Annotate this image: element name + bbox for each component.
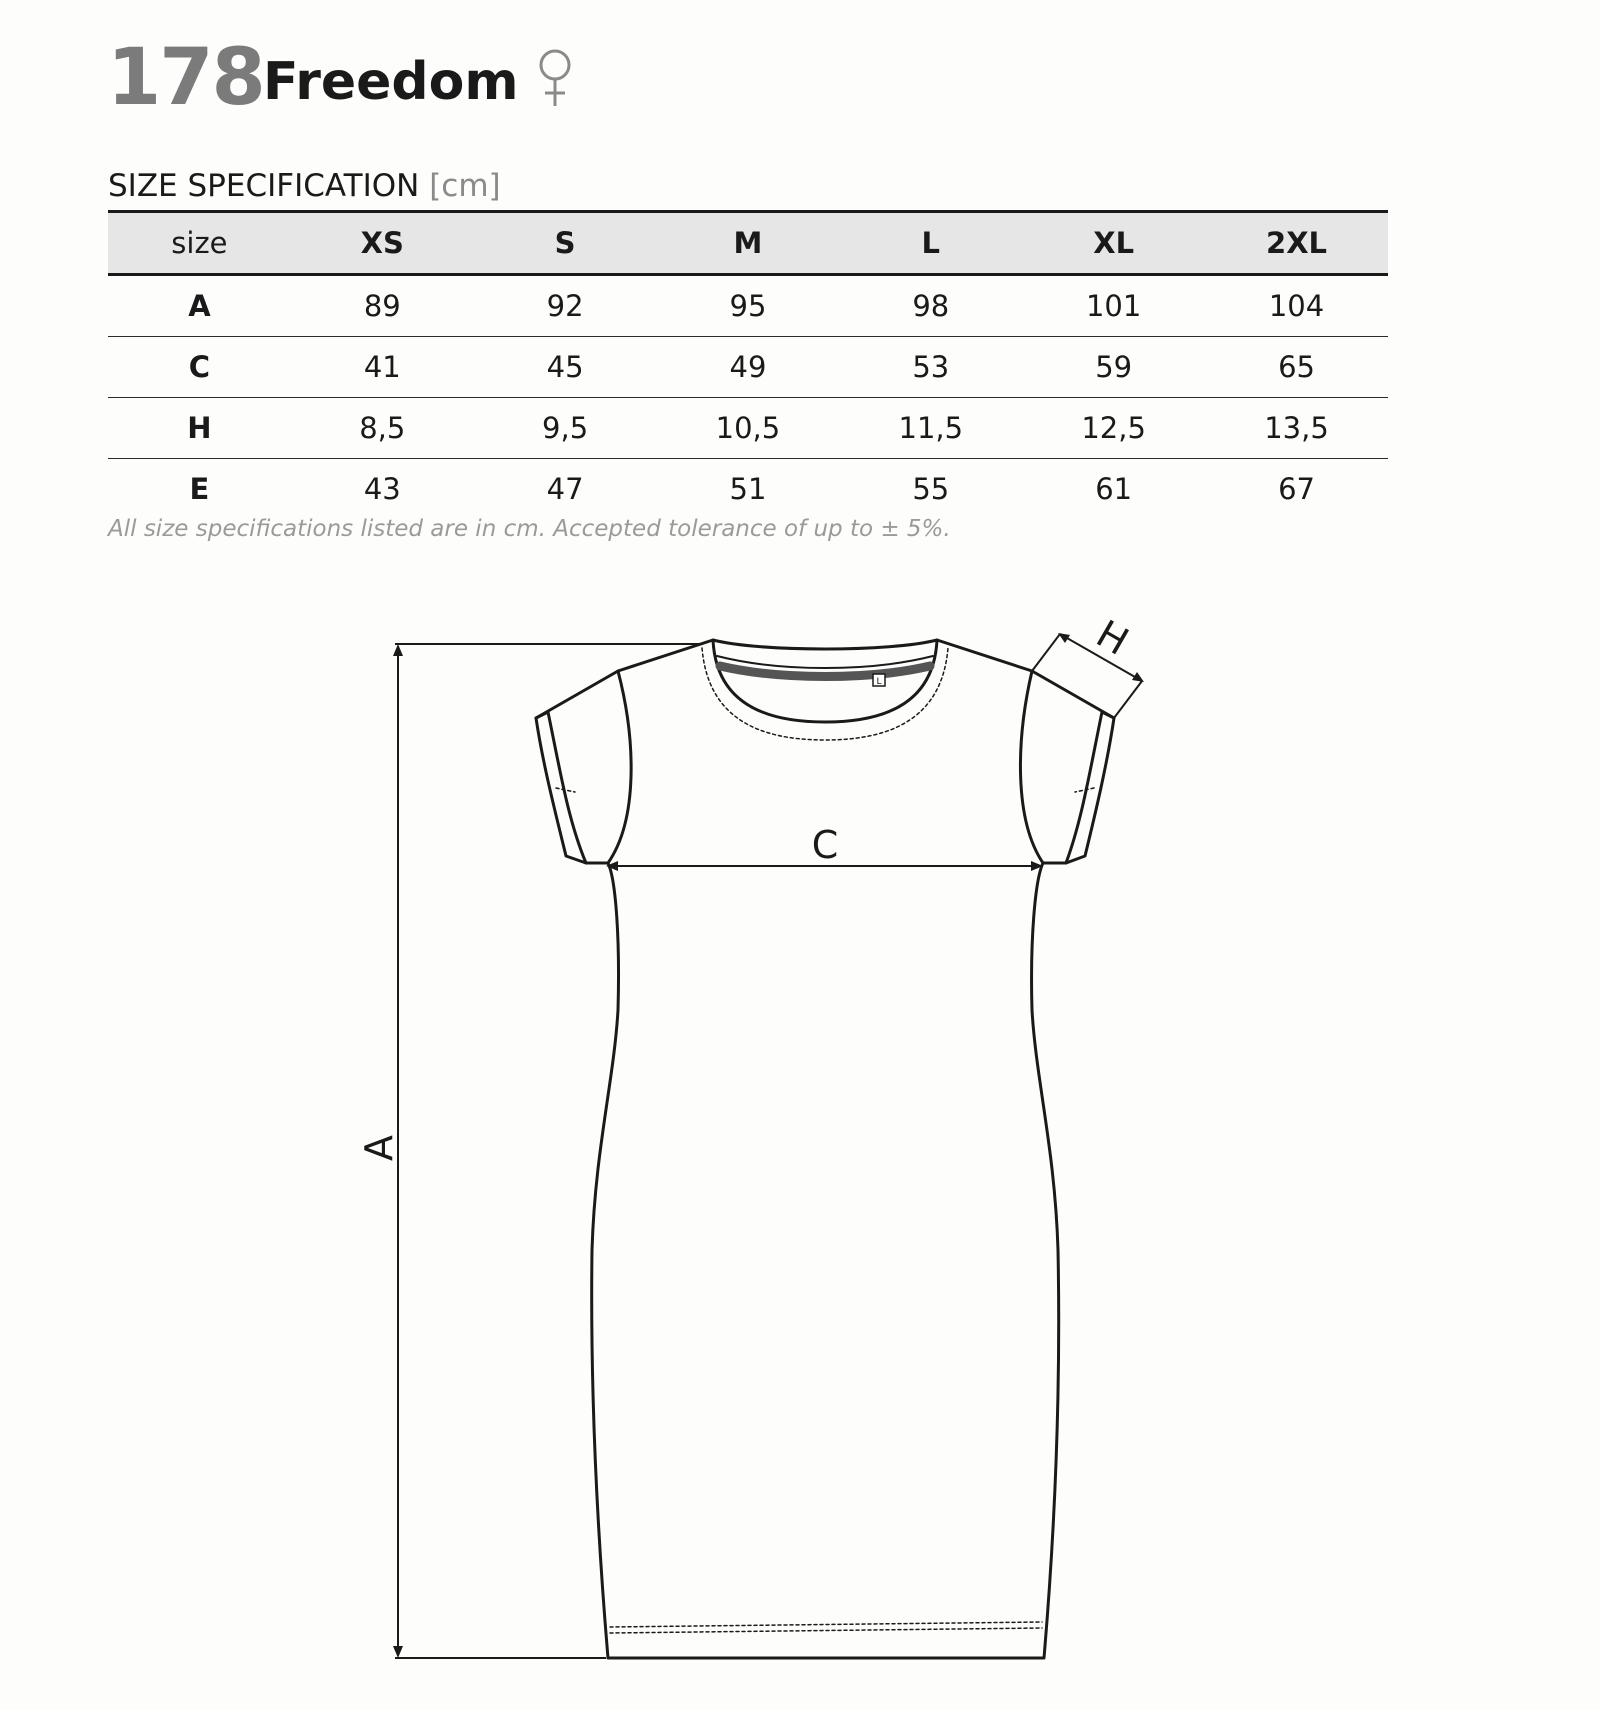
model-name: Freedom bbox=[263, 52, 519, 112]
table-cell: 9,5 bbox=[474, 398, 657, 459]
dimension-h bbox=[1032, 633, 1144, 718]
dimension-c-label: C bbox=[811, 823, 839, 867]
table-cell: 95 bbox=[657, 275, 840, 337]
row-label: E bbox=[189, 472, 210, 506]
spec-title-text: SIZE SPECIFICATION bbox=[108, 168, 420, 204]
dimension-h-label: H bbox=[1089, 611, 1136, 664]
table-cell: 41 bbox=[291, 337, 474, 398]
header-cell-xs: XS bbox=[291, 212, 474, 275]
table-cell: 51 bbox=[729, 472, 767, 506]
table-cell: 92 bbox=[474, 275, 657, 337]
right-sleeve-seam bbox=[1020, 671, 1043, 863]
header-cell-2xl: 2XL bbox=[1205, 212, 1388, 275]
table-cell: 101 bbox=[1022, 275, 1205, 337]
row-label: H bbox=[108, 398, 291, 459]
tolerance-note: All size specifications listed are in cm. Accepted tolerance of up to ± 5%. bbox=[108, 516, 951, 542]
left-sleeve-seam bbox=[608, 671, 631, 863]
table-cell: 13,5 bbox=[1205, 398, 1388, 459]
table-cell: 65 bbox=[1205, 337, 1388, 398]
dress-outline bbox=[536, 640, 1114, 1658]
size-tag-label: L bbox=[876, 677, 882, 687]
table-cell: 45 bbox=[474, 337, 657, 398]
table-cell: 10,5 bbox=[657, 398, 840, 459]
table-cell: 98 bbox=[839, 275, 1022, 337]
table-cell: 43 bbox=[363, 472, 401, 506]
neck-rib bbox=[717, 656, 933, 668]
table-cell: 53 bbox=[839, 337, 1022, 398]
row-label: C bbox=[108, 337, 291, 398]
table-cell: 55 bbox=[912, 472, 950, 506]
table-cell: 47 bbox=[546, 472, 584, 506]
table-cell: 11,5 bbox=[839, 398, 1022, 459]
hem-stitch-2 bbox=[610, 1628, 1042, 1633]
dimension-a bbox=[393, 644, 702, 1658]
hem-stitch bbox=[610, 1622, 1042, 1627]
table-cell: 67 bbox=[1278, 472, 1315, 506]
model-number: 178 bbox=[107, 33, 264, 123]
row-label: A bbox=[108, 275, 291, 337]
table-cell: 59 bbox=[1022, 337, 1205, 398]
header-cell-xl: XL bbox=[1022, 212, 1205, 275]
table-cell: 12,5 bbox=[1022, 398, 1205, 459]
table-cell: 89 bbox=[291, 275, 474, 337]
table-cell: 49 bbox=[657, 337, 840, 398]
header-cell-l: L bbox=[839, 212, 1022, 275]
header-cell-s: S bbox=[474, 212, 657, 275]
table-cell: 8,5 bbox=[291, 398, 474, 459]
table-cell: 61 bbox=[1095, 472, 1133, 506]
spec-unit: [cm] bbox=[429, 168, 501, 204]
header-cell-size: size bbox=[108, 212, 291, 275]
table-cell: 104 bbox=[1205, 275, 1388, 337]
header-cell-m: M bbox=[657, 212, 840, 275]
dimension-a-label: A bbox=[357, 1135, 401, 1161]
